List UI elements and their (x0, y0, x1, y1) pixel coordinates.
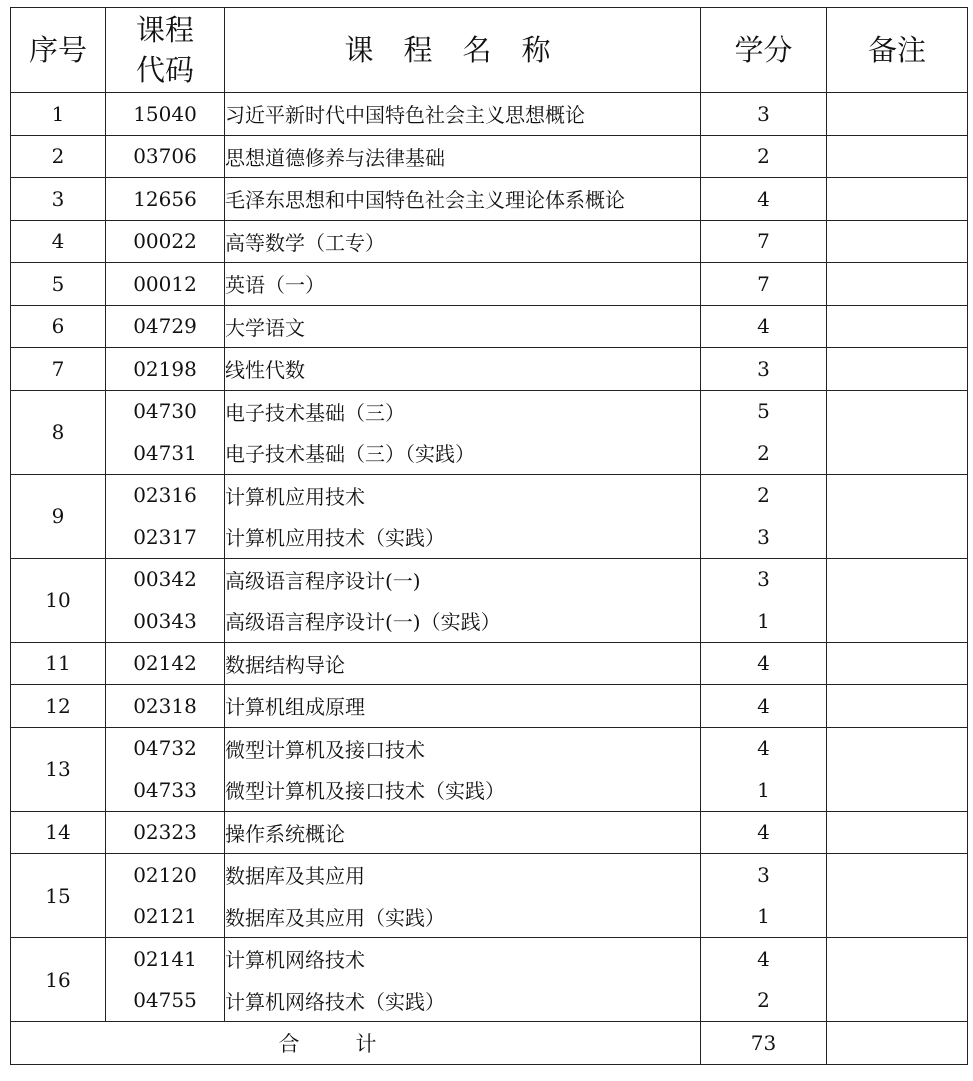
course-note (827, 980, 968, 1022)
course-code: 00022 (106, 220, 225, 263)
total-label: 合计 (11, 1022, 701, 1065)
table-row (11, 516, 968, 558)
course-code: 02316 (106, 474, 225, 516)
course-code: 03706 (106, 135, 225, 178)
course-credits: 5 (701, 390, 827, 432)
row-index: 10 (11, 558, 106, 642)
course-credits: 2 (701, 474, 827, 516)
course-name: 计算机网络技术（实践） (225, 980, 701, 1022)
table-row (11, 474, 968, 516)
total-note (827, 1022, 968, 1065)
course-code: 02317 (106, 516, 225, 558)
table-row (11, 305, 968, 348)
row-index: 11 (11, 642, 106, 685)
course-credits: 2 (701, 432, 827, 474)
course-note (827, 220, 968, 263)
table-body (11, 93, 968, 1022)
course-code: 00343 (106, 600, 225, 642)
course-name: 计算机组成原理 (225, 685, 701, 728)
course-name: 计算机应用技术 (225, 474, 701, 516)
header-code-line1: 课程 (135, 13, 194, 47)
course-name: 计算机网络技术 (225, 938, 701, 980)
header-notes: 备注 (827, 8, 968, 93)
table-row (11, 938, 968, 980)
course-note (827, 305, 968, 348)
course-name: 大学语文 (225, 305, 701, 348)
table-row (11, 432, 968, 474)
course-code: 04733 (106, 769, 225, 811)
course-name: 英语（一） (225, 263, 701, 306)
course-name: 数据库及其应用 (225, 854, 701, 896)
course-name: 微型计算机及接口技术 (225, 727, 701, 769)
course-credits: 4 (701, 642, 827, 685)
row-index: 7 (11, 348, 106, 391)
course-name: 电子技术基础（三）（实践） (225, 432, 701, 474)
course-name: 线性代数 (225, 348, 701, 391)
table-row (11, 558, 968, 600)
table-row (11, 348, 968, 391)
course-note (827, 516, 968, 558)
header-code (106, 8, 225, 93)
course-note (827, 263, 968, 306)
course-credits: 3 (701, 348, 827, 391)
table-row (11, 220, 968, 263)
table-row (11, 178, 968, 221)
course-credits: 2 (701, 980, 827, 1022)
table-row (11, 811, 968, 854)
course-code: 04731 (106, 432, 225, 474)
course-note (827, 135, 968, 178)
table-row (11, 896, 968, 938)
course-note (827, 811, 968, 854)
table-row (11, 727, 968, 769)
course-note (827, 642, 968, 685)
row-index: 2 (11, 135, 106, 178)
row-index: 6 (11, 305, 106, 348)
course-code: 12656 (106, 178, 225, 221)
total-row (11, 1022, 968, 1065)
row-index: 4 (11, 220, 106, 263)
course-note (827, 938, 968, 980)
course-note (827, 474, 968, 516)
row-index: 9 (11, 474, 106, 558)
course-credits: 3 (701, 558, 827, 600)
course-credits: 4 (701, 811, 827, 854)
table-row (11, 980, 968, 1022)
row-index: 3 (11, 178, 106, 221)
course-code: 02323 (106, 811, 225, 854)
course-note (827, 558, 968, 600)
course-name: 操作系统概论 (225, 811, 701, 854)
header-row (11, 8, 968, 93)
header-index: 序号 (11, 8, 106, 93)
header-course-name: 课程名称 (225, 8, 701, 93)
course-code: 02198 (106, 348, 225, 391)
course-code: 15040 (106, 93, 225, 136)
course-code: 02121 (106, 896, 225, 938)
course-code: 02120 (106, 854, 225, 896)
row-index: 15 (11, 854, 106, 938)
course-note (827, 854, 968, 896)
course-credits: 4 (701, 938, 827, 980)
curriculum-table (10, 7, 968, 1065)
course-name: 数据库及其应用（实践） (225, 896, 701, 938)
course-credits: 7 (701, 263, 827, 306)
course-code: 00012 (106, 263, 225, 306)
course-code: 02141 (106, 938, 225, 980)
table-row (11, 600, 968, 642)
course-code: 02318 (106, 685, 225, 728)
table-row (11, 93, 968, 136)
course-credits: 1 (701, 600, 827, 642)
course-note (827, 769, 968, 811)
course-credits: 4 (701, 727, 827, 769)
table-row (11, 685, 968, 728)
course-name: 微型计算机及接口技术（实践） (225, 769, 701, 811)
course-note (827, 896, 968, 938)
total-credits: 73 (701, 1022, 827, 1065)
course-code: 04729 (106, 305, 225, 348)
course-name: 高级语言程序设计(一)（实践） (225, 600, 701, 642)
row-index: 5 (11, 263, 106, 306)
course-code: 00342 (106, 558, 225, 600)
course-note (827, 600, 968, 642)
row-index: 16 (11, 938, 106, 1022)
row-index: 14 (11, 811, 106, 854)
table-row (11, 390, 968, 432)
course-note (827, 432, 968, 474)
course-credits: 4 (701, 685, 827, 728)
course-name: 高等数学（工专） (225, 220, 701, 263)
course-name: 习近平新时代中国特色社会主义思想概论 (225, 93, 701, 136)
course-credits: 1 (701, 896, 827, 938)
course-name: 高级语言程序设计(一) (225, 558, 701, 600)
course-code: 04732 (106, 727, 225, 769)
course-note (827, 348, 968, 391)
table-row (11, 769, 968, 811)
course-name: 数据结构导论 (225, 642, 701, 685)
course-note (827, 685, 968, 728)
course-code: 04755 (106, 980, 225, 1022)
table-row (11, 135, 968, 178)
row-index: 8 (11, 390, 106, 474)
course-name: 计算机应用技术（实践） (225, 516, 701, 558)
course-credits: 3 (701, 516, 827, 558)
row-index: 1 (11, 93, 106, 136)
course-credits: 1 (701, 769, 827, 811)
course-code: 04730 (106, 390, 225, 432)
course-credits: 4 (701, 178, 827, 221)
row-index: 13 (11, 727, 106, 811)
course-note (827, 178, 968, 221)
header-code-line2: 代码 (135, 53, 194, 87)
table-row (11, 642, 968, 685)
table-row (11, 263, 968, 306)
course-note (827, 727, 968, 769)
course-name: 电子技术基础（三） (225, 390, 701, 432)
course-credits: 4 (701, 305, 827, 348)
table-row (11, 854, 968, 896)
course-code: 02142 (106, 642, 225, 685)
course-credits: 3 (701, 854, 827, 896)
course-name: 思想道德修养与法律基础 (225, 135, 701, 178)
course-credits: 2 (701, 135, 827, 178)
header-credits: 学分 (701, 8, 827, 93)
course-credits: 7 (701, 220, 827, 263)
course-note (827, 390, 968, 432)
course-note (827, 93, 968, 136)
course-credits: 3 (701, 93, 827, 136)
course-name: 毛泽东思想和中国特色社会主义理论体系概论 (225, 178, 701, 221)
row-index: 12 (11, 685, 106, 728)
